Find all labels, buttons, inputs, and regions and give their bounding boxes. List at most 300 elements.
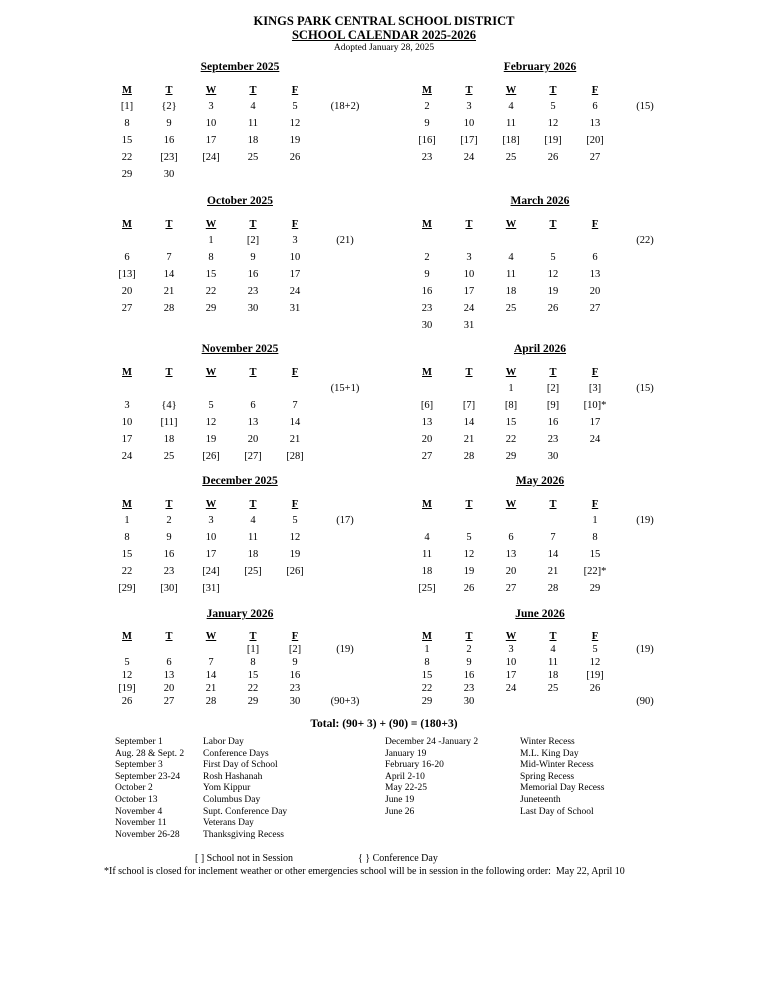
week-row bbox=[106, 380, 374, 397]
day-cell: 19 bbox=[463, 566, 475, 577]
day-cell: 30 bbox=[463, 696, 475, 707]
weekday-header-row bbox=[406, 630, 674, 643]
week-row bbox=[106, 414, 374, 431]
day-cell bbox=[406, 512, 448, 529]
holiday-legend bbox=[115, 737, 768, 841]
day-count bbox=[616, 249, 674, 266]
month-day-grid bbox=[406, 83, 674, 166]
day-cell: 1 bbox=[508, 383, 514, 394]
day-count bbox=[316, 397, 374, 414]
day-cell: 15 bbox=[505, 417, 517, 428]
day-cell: [13] bbox=[118, 269, 136, 280]
day-cell: 7 bbox=[550, 532, 556, 543]
month-may-2026 bbox=[406, 474, 674, 607]
legend-item bbox=[115, 783, 385, 795]
day-cell: 5 bbox=[124, 657, 130, 668]
month-title: June 2026 bbox=[515, 608, 565, 620]
weekday-header-row bbox=[106, 217, 374, 232]
day-cell: 2 bbox=[466, 644, 472, 655]
day-cell: 11 bbox=[247, 118, 259, 129]
week-row bbox=[406, 529, 674, 546]
day-cell: [2] bbox=[246, 235, 260, 246]
day-cell: 26 bbox=[463, 583, 475, 594]
day-cell: 26 bbox=[589, 683, 601, 694]
district-title: KINGS PARK CENTRAL SCHOOL DISTRICT bbox=[253, 14, 515, 28]
day-cell: [10]* bbox=[583, 400, 607, 411]
weekday-header: T bbox=[465, 367, 473, 378]
day-cell: [24] bbox=[202, 566, 220, 577]
legend-event: Spring Recess bbox=[520, 771, 575, 782]
day-cell: 8 bbox=[208, 252, 214, 263]
day-cell bbox=[190, 380, 232, 397]
day-cell: 23 bbox=[421, 303, 433, 314]
day-cell: 19 bbox=[547, 286, 559, 297]
day-cell: 12 bbox=[547, 269, 559, 280]
week-row bbox=[406, 414, 674, 431]
weekday-header: M bbox=[122, 85, 132, 96]
day-cell: 19 bbox=[205, 434, 217, 445]
legend-item bbox=[115, 807, 385, 819]
day-cell: 4 bbox=[250, 101, 256, 112]
week-row bbox=[106, 283, 374, 300]
weekday-header: F bbox=[591, 631, 599, 642]
week-row bbox=[106, 682, 374, 695]
day-cell: 23 bbox=[163, 566, 175, 577]
legend-event: Yom Kippur bbox=[203, 783, 251, 794]
week-row bbox=[406, 249, 674, 266]
day-count bbox=[616, 682, 674, 695]
day-cell: 3 bbox=[508, 644, 514, 655]
day-cell: 5 bbox=[292, 101, 298, 112]
day-cell: 10 bbox=[205, 118, 217, 129]
day-cell: 22 bbox=[121, 152, 133, 163]
weekday-header: T bbox=[549, 85, 557, 96]
legend-event: Rosh Hashanah bbox=[203, 771, 263, 782]
day-cell: 2 bbox=[424, 252, 430, 263]
day-cell: 8 bbox=[424, 657, 430, 668]
day-cell: 27 bbox=[589, 303, 601, 314]
day-cell: 17 bbox=[205, 135, 217, 146]
day-cell: 20 bbox=[505, 566, 517, 577]
weekday-header: W bbox=[205, 85, 217, 96]
month-title: September 2025 bbox=[200, 61, 280, 73]
adopted-date: Adopted January 28, 2025 bbox=[333, 43, 435, 53]
weekday-header: M bbox=[422, 631, 432, 642]
day-cell: 2 bbox=[424, 101, 430, 112]
weekday-header: T bbox=[249, 367, 257, 378]
day-count: (19) bbox=[636, 644, 654, 655]
weekday-header: F bbox=[291, 499, 299, 510]
month-title: January 2026 bbox=[206, 608, 274, 620]
day-cell: 9 bbox=[424, 118, 430, 129]
day-cell: 26 bbox=[121, 696, 133, 707]
weekday-header: M bbox=[422, 367, 432, 378]
legend-date: June 26 bbox=[385, 806, 415, 817]
day-cell: 3 bbox=[124, 400, 130, 411]
day-cell: 12 bbox=[547, 118, 559, 129]
day-count bbox=[316, 656, 374, 669]
day-count bbox=[316, 283, 374, 300]
month-day-grid bbox=[106, 497, 374, 597]
day-count bbox=[316, 300, 374, 317]
day-cell: 29 bbox=[205, 303, 217, 314]
weekday-header: W bbox=[505, 631, 517, 642]
day-cell: 6 bbox=[592, 101, 598, 112]
month-april-2026 bbox=[406, 342, 674, 474]
weekday-header-row bbox=[106, 83, 374, 98]
day-cell bbox=[574, 317, 616, 334]
day-cell: 13 bbox=[163, 670, 175, 681]
weekday-header: W bbox=[205, 631, 217, 642]
month-december-2025 bbox=[106, 474, 374, 607]
day-cell: 4 bbox=[250, 515, 256, 526]
legend-date: January 19 bbox=[385, 748, 427, 759]
day-cell bbox=[532, 232, 574, 249]
day-count: (17) bbox=[336, 515, 354, 526]
day-cell bbox=[490, 695, 532, 708]
day-cell: 14 bbox=[163, 269, 175, 280]
day-cell bbox=[106, 380, 148, 397]
legend-event: Conference Days bbox=[203, 748, 269, 759]
week-row bbox=[106, 149, 374, 166]
day-cell: 14 bbox=[205, 670, 217, 681]
day-cell bbox=[232, 166, 274, 183]
legend-date: Aug. 28 & Sept. 2 bbox=[115, 748, 185, 759]
weekday-header: T bbox=[165, 219, 173, 230]
legend-date: December 24 -January 2 bbox=[385, 737, 479, 747]
day-count bbox=[616, 414, 674, 431]
weekday-header: T bbox=[549, 499, 557, 510]
day-count bbox=[316, 682, 374, 695]
day-cell: 11 bbox=[505, 118, 517, 129]
day-cell: 12 bbox=[121, 670, 133, 681]
legend-date: November 4 bbox=[115, 806, 163, 817]
day-count bbox=[616, 266, 674, 283]
day-cell: [17] bbox=[460, 135, 478, 146]
day-cell: 24 bbox=[289, 286, 301, 297]
day-cell: 5 bbox=[592, 644, 598, 655]
brace-key: { } Conference Day bbox=[358, 853, 438, 865]
day-cell: 11 bbox=[547, 657, 559, 668]
weekday-header: M bbox=[422, 499, 432, 510]
day-cell: [26] bbox=[202, 451, 220, 462]
day-count bbox=[316, 431, 374, 448]
document-header bbox=[0, 0, 768, 54]
day-cell bbox=[274, 380, 316, 397]
day-cell: 3 bbox=[292, 235, 298, 246]
day-cell: [6] bbox=[420, 400, 434, 411]
legend-item bbox=[115, 737, 385, 749]
day-cell bbox=[406, 232, 448, 249]
day-count bbox=[316, 546, 374, 563]
day-cell: [11] bbox=[160, 417, 178, 428]
day-count bbox=[616, 300, 674, 317]
day-count bbox=[316, 115, 374, 132]
day-count: (15) bbox=[636, 101, 654, 112]
week-row bbox=[406, 448, 674, 465]
day-cell: 27 bbox=[505, 583, 517, 594]
day-cell: 10 bbox=[463, 269, 475, 280]
total-line: Total: (90+ 3) + (90) = (180+3) bbox=[310, 718, 458, 730]
weekday-header: T bbox=[165, 85, 173, 96]
day-cell bbox=[448, 512, 490, 529]
day-count bbox=[316, 166, 374, 183]
weekday-header-row bbox=[106, 497, 374, 512]
day-cell: 4 bbox=[550, 644, 556, 655]
day-cell: 13 bbox=[247, 417, 259, 428]
day-cell: 22 bbox=[505, 434, 517, 445]
day-count: (21) bbox=[336, 235, 354, 246]
week-row bbox=[106, 249, 374, 266]
day-cell: 21 bbox=[463, 434, 475, 445]
day-count: (15) bbox=[636, 383, 654, 394]
day-cell: 15 bbox=[121, 549, 133, 560]
weekday-header: W bbox=[505, 499, 517, 510]
month-title: April 2026 bbox=[513, 343, 567, 355]
day-cell: 19 bbox=[289, 549, 301, 560]
day-cell bbox=[574, 695, 616, 708]
legend-item bbox=[115, 760, 385, 772]
day-cell: 9 bbox=[166, 118, 172, 129]
day-cell: 29 bbox=[505, 451, 517, 462]
day-cell: [7] bbox=[462, 400, 476, 411]
month-november-2025 bbox=[106, 342, 374, 474]
day-cell: 16 bbox=[289, 670, 301, 681]
day-cell: 19 bbox=[289, 135, 301, 146]
week-row bbox=[406, 563, 674, 580]
weekday-header-row bbox=[406, 497, 674, 512]
week-row bbox=[106, 397, 374, 414]
weekday-header: T bbox=[249, 219, 257, 230]
day-cell: 26 bbox=[289, 152, 301, 163]
day-count bbox=[616, 283, 674, 300]
day-count bbox=[316, 132, 374, 149]
count-column-header bbox=[316, 83, 374, 98]
week-row bbox=[106, 232, 374, 249]
weekday-header: T bbox=[549, 367, 557, 378]
weekday-header: W bbox=[505, 85, 517, 96]
day-cell: 16 bbox=[463, 670, 475, 681]
weekday-header-row bbox=[106, 630, 374, 643]
day-cell bbox=[232, 580, 274, 597]
day-cell: 29 bbox=[589, 583, 601, 594]
day-cell: [2] bbox=[288, 644, 302, 655]
day-count bbox=[316, 249, 374, 266]
weekday-header: T bbox=[249, 85, 257, 96]
day-cell bbox=[532, 512, 574, 529]
day-count bbox=[616, 149, 674, 166]
day-cell: 15 bbox=[589, 549, 601, 560]
weekday-header: M bbox=[422, 85, 432, 96]
count-column-header bbox=[316, 365, 374, 380]
day-cell: 15 bbox=[247, 670, 259, 681]
day-cell bbox=[190, 643, 232, 656]
legend-event: Winter Recess bbox=[520, 737, 575, 747]
legend-date: September 1 bbox=[115, 737, 163, 747]
week-row bbox=[406, 115, 674, 132]
day-cell: 12 bbox=[289, 532, 301, 543]
day-cell: 9 bbox=[466, 657, 472, 668]
legend-event: Supt. Conference Day bbox=[203, 806, 288, 817]
day-cell: 13 bbox=[589, 118, 601, 129]
week-row bbox=[406, 512, 674, 529]
legend-item bbox=[385, 737, 715, 749]
calendar-title: SCHOOL CALENDAR 2025-2026 bbox=[291, 28, 477, 42]
day-cell: 5 bbox=[550, 101, 556, 112]
day-cell: 25 bbox=[505, 152, 517, 163]
legend-event: First Day of School bbox=[203, 760, 278, 771]
weekday-header: T bbox=[465, 85, 473, 96]
day-count bbox=[616, 317, 674, 334]
month-title: December 2025 bbox=[202, 475, 278, 487]
month-title: May 2026 bbox=[515, 475, 565, 487]
day-cell: 26 bbox=[547, 152, 559, 163]
day-cell: 5 bbox=[550, 252, 556, 263]
day-count bbox=[316, 580, 374, 597]
day-cell: 18 bbox=[247, 549, 259, 560]
day-cell: 7 bbox=[166, 252, 172, 263]
month-title: November 2025 bbox=[201, 343, 279, 355]
legend-date: April 2-10 bbox=[385, 771, 425, 782]
day-count: (18+2) bbox=[330, 101, 360, 112]
day-cell: 6 bbox=[250, 400, 256, 411]
legend-date: September 3 bbox=[115, 760, 163, 771]
day-cell bbox=[574, 448, 616, 465]
day-cell: 17 bbox=[505, 670, 517, 681]
weekday-header: F bbox=[291, 85, 299, 96]
weekday-header: F bbox=[591, 219, 599, 230]
weekday-header: W bbox=[205, 367, 217, 378]
month-day-grid bbox=[406, 630, 674, 708]
day-cell: 1 bbox=[124, 515, 130, 526]
day-cell: 17 bbox=[589, 417, 601, 428]
weekday-header: T bbox=[249, 631, 257, 642]
legend-item bbox=[115, 749, 385, 761]
week-row bbox=[106, 695, 374, 708]
day-cell: 4 bbox=[508, 101, 514, 112]
count-column-header bbox=[616, 217, 674, 232]
weekday-header-row bbox=[406, 217, 674, 232]
day-cell bbox=[448, 380, 490, 397]
day-cell: 28 bbox=[163, 303, 175, 314]
legend-date: October 2 bbox=[115, 783, 153, 794]
legend-item bbox=[115, 772, 385, 784]
month-march-2026 bbox=[406, 194, 674, 342]
week-row bbox=[106, 266, 374, 283]
week-row bbox=[106, 643, 374, 656]
legend-right-column bbox=[385, 737, 715, 841]
weekday-header: F bbox=[591, 85, 599, 96]
day-cell: 8 bbox=[124, 118, 130, 129]
day-cell: {4} bbox=[161, 400, 177, 411]
day-cell: [9] bbox=[546, 400, 560, 411]
month-day-grid bbox=[406, 217, 674, 334]
day-cell: [25] bbox=[418, 583, 436, 594]
weekday-header: T bbox=[465, 499, 473, 510]
weekday-header: T bbox=[165, 367, 173, 378]
day-cell: 31 bbox=[289, 303, 301, 314]
legend-item bbox=[115, 818, 385, 830]
day-count bbox=[616, 546, 674, 563]
week-row bbox=[106, 132, 374, 149]
weekday-header: T bbox=[249, 499, 257, 510]
week-row bbox=[406, 669, 674, 682]
week-row bbox=[106, 512, 374, 529]
day-cell: 27 bbox=[589, 152, 601, 163]
legend-event: Columbus Day bbox=[203, 794, 261, 805]
day-count bbox=[616, 669, 674, 682]
day-cell bbox=[148, 380, 190, 397]
day-cell: 6 bbox=[124, 252, 130, 263]
day-cell: 8 bbox=[124, 532, 130, 543]
legend-item bbox=[115, 795, 385, 807]
week-row bbox=[406, 283, 674, 300]
day-cell: 6 bbox=[592, 252, 598, 263]
day-cell: 3 bbox=[208, 101, 214, 112]
month-september-2025 bbox=[106, 60, 374, 194]
day-cell: 22 bbox=[121, 566, 133, 577]
day-cell: [19] bbox=[586, 670, 604, 681]
week-row bbox=[106, 300, 374, 317]
legend-date: February 16-20 bbox=[385, 760, 444, 771]
day-cell: 9 bbox=[166, 532, 172, 543]
month-day-grid bbox=[406, 497, 674, 597]
day-cell: [2] bbox=[546, 383, 560, 394]
day-cell: 9 bbox=[424, 269, 430, 280]
day-cell: [8] bbox=[504, 400, 518, 411]
week-row bbox=[406, 132, 674, 149]
month-day-grid bbox=[106, 83, 374, 183]
weekday-header: T bbox=[165, 631, 173, 642]
day-cell: 20 bbox=[421, 434, 433, 445]
day-cell: 26 bbox=[547, 303, 559, 314]
legend-item bbox=[115, 830, 385, 842]
month-day-grid bbox=[106, 365, 374, 465]
weekday-header: F bbox=[291, 367, 299, 378]
weekday-header: F bbox=[591, 367, 599, 378]
month-title: October 2025 bbox=[207, 195, 273, 207]
legend-event: Juneteenth bbox=[520, 794, 561, 805]
day-cell: 30 bbox=[247, 303, 259, 314]
day-cell: 24 bbox=[463, 152, 475, 163]
month-title: February 2026 bbox=[503, 61, 577, 73]
week-row bbox=[406, 397, 674, 414]
month-february-2026 bbox=[406, 60, 674, 194]
week-row bbox=[406, 98, 674, 115]
weekday-header: T bbox=[549, 219, 557, 230]
week-row bbox=[406, 580, 674, 597]
day-cell: 23 bbox=[247, 286, 259, 297]
day-cell: 18 bbox=[505, 286, 517, 297]
week-row bbox=[406, 682, 674, 695]
day-cell: 12 bbox=[289, 118, 301, 129]
week-row bbox=[106, 166, 374, 183]
day-cell: 4 bbox=[424, 532, 430, 543]
legend-item bbox=[385, 807, 715, 819]
count-column-header bbox=[616, 83, 674, 98]
day-count bbox=[616, 580, 674, 597]
day-cell: 31 bbox=[463, 320, 475, 331]
month-october-2025 bbox=[106, 194, 374, 342]
count-column-header bbox=[616, 497, 674, 512]
legend-item bbox=[385, 749, 715, 761]
day-cell: 1 bbox=[424, 644, 430, 655]
day-cell: 2 bbox=[166, 515, 172, 526]
day-cell: 24 bbox=[505, 683, 517, 694]
day-cell: 23 bbox=[547, 434, 559, 445]
day-cell: 25 bbox=[247, 152, 259, 163]
month-title: March 2026 bbox=[510, 195, 570, 207]
